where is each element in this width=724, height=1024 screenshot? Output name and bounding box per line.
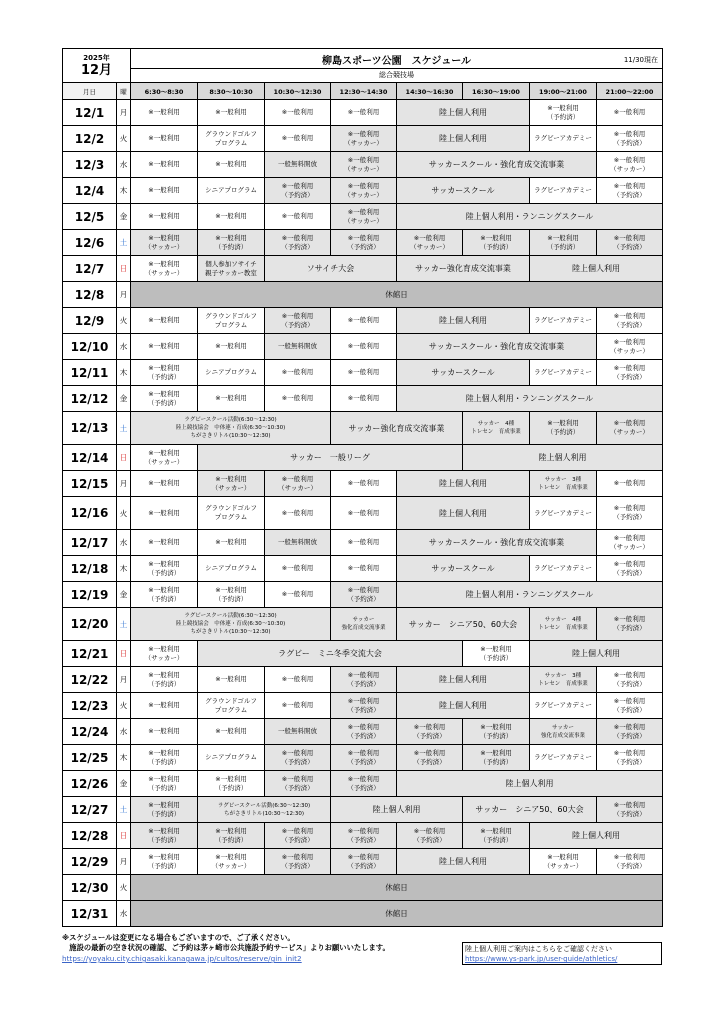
day-of-week-cell: 木	[117, 745, 131, 771]
schedule-entry: ※一般利用	[131, 100, 198, 126]
schedule-entry: ※一般利用	[597, 471, 663, 497]
schedule-entry: サッカースクール	[397, 360, 530, 386]
as-of-date: 11/30現在	[623, 56, 658, 64]
schedule-entry: ※一般利用 （サッカー）	[198, 849, 265, 875]
schedule-entry: ※一般利用 （予約済）	[331, 667, 397, 693]
schedule-row	[63, 745, 663, 771]
schedule-entry: ※一般利用	[265, 204, 331, 230]
schedule-entry: ※一般利用	[131, 152, 198, 178]
schedule-entry: ※一般利用 （予約済）	[265, 308, 331, 334]
schedule-entry: サッカー強化育成交流事業	[397, 256, 530, 282]
schedule-table	[62, 48, 663, 927]
schedule-entry: 陸上個人利用	[397, 771, 663, 797]
schedule-entry: ※一般利用	[265, 582, 331, 608]
dow-column-header: 曜	[117, 83, 131, 100]
schedule-entry: ラグビーアカデミー	[530, 745, 597, 771]
schedule-row	[63, 282, 663, 308]
schedule-entry: ※一般利用 （予約済）	[597, 745, 663, 771]
schedule-entry: 陸上個人利用	[530, 641, 663, 667]
schedule-entry: ※一般利用	[265, 556, 331, 582]
date-cell: 12/23	[63, 693, 117, 719]
time-slot-header: 6:30～8:30	[131, 83, 198, 100]
schedule-row	[63, 556, 663, 582]
schedule-entry: ※一般利用	[198, 719, 265, 745]
schedule-row	[63, 471, 663, 497]
schedule-entry: サッカー 3種 トレセン 育成事業	[530, 667, 597, 693]
athletics-info-text: 陸上個人利用ご案内はこちらをご確認ください	[465, 945, 612, 953]
schedule-row	[63, 126, 663, 152]
date-cell: 12/5	[63, 204, 117, 230]
schedule-entry: ※一般利用 （予約済）	[331, 771, 397, 797]
date-cell: 12/4	[63, 178, 117, 204]
schedule-entry: ※一般利用 （予約済）	[331, 823, 397, 849]
schedule-entry: ※一般利用 （予約済）	[397, 823, 463, 849]
schedule-entry: サッカー 一般リーグ	[198, 445, 463, 471]
schedule-entry: 陸上個人利用	[397, 497, 530, 530]
year-month-cell	[63, 49, 131, 83]
footer	[62, 933, 662, 969]
schedule-row	[63, 693, 663, 719]
schedule-row	[63, 641, 663, 667]
date-cell: 12/21	[63, 641, 117, 667]
date-cell: 12/26	[63, 771, 117, 797]
date-cell: 12/9	[63, 308, 117, 334]
schedule-entry: ※一般利用 （予約済）	[265, 178, 331, 204]
schedule-entry: ※一般利用 （サッカー）	[331, 178, 397, 204]
schedule-entry: サッカー 4種 トレセン 育成事業	[463, 412, 530, 445]
schedule-entry: ※一般利用	[131, 530, 198, 556]
schedule-entry: サッカースクール	[397, 556, 530, 582]
date-cell: 12/1	[63, 100, 117, 126]
schedule-entry: ※一般利用	[265, 667, 331, 693]
schedule-entry: ※一般利用	[131, 126, 198, 152]
schedule-entry: ※一般利用	[198, 530, 265, 556]
schedule-entry: 個人参加ソサイチ 親子サッカー教室	[198, 256, 265, 282]
schedule-entry: ※一般利用 （予約済）	[597, 693, 663, 719]
schedule-entry: ※一般利用 （予約済）	[597, 556, 663, 582]
schedule-entry: ※一般利用 （サッカー）	[198, 471, 265, 497]
schedule-entry: ※一般利用	[265, 126, 331, 152]
schedule-entry: ※一般利用 （予約済）	[530, 230, 597, 256]
time-slot-header: 8:30～10:30	[198, 83, 265, 100]
schedule-entry: シニアプログラム	[198, 556, 265, 582]
schedule-row	[63, 875, 663, 901]
schedule-entry: サッカー強化育成交流事業	[331, 412, 463, 445]
schedule-entry: ※一般利用	[597, 100, 663, 126]
schedule-entry: ※一般利用 （サッカー）	[597, 412, 663, 445]
month-label: 12月	[80, 62, 113, 78]
schedule-entry: ※一般利用 （予約済）	[597, 126, 663, 152]
schedule-entry: ※一般利用 （予約済）	[597, 497, 663, 530]
schedule-entry: ※一般利用 （予約済）	[331, 849, 397, 875]
schedule-entry: 陸上個人利用	[397, 849, 530, 875]
schedule-entry: 陸上個人利用・ランニングスクール	[397, 582, 663, 608]
day-of-week-cell: 土	[117, 608, 131, 641]
schedule-entry: ラグビー ミニ冬季交流大会	[198, 641, 463, 667]
day-of-week-cell: 木	[117, 178, 131, 204]
schedule-entry: ※一般利用 （予約済）	[463, 823, 530, 849]
schedule-row	[63, 308, 663, 334]
day-of-week-cell: 木	[117, 360, 131, 386]
schedule-entry: ラグビースクール活動(6:30～12:30) ちがさきリトル(10:30～12:30)	[198, 797, 331, 823]
schedule-entry: ※一般利用 （予約済）	[597, 797, 663, 823]
date-cell: 12/8	[63, 282, 117, 308]
schedule-entry: ※一般利用 （予約済）	[131, 667, 198, 693]
schedule-entry: ※一般利用 （予約済）	[131, 797, 198, 823]
date-cell: 12/11	[63, 360, 117, 386]
schedule-entry: 一般無料開放	[265, 152, 331, 178]
schedule-entry: サッカースクール・強化育成交流事業	[397, 334, 597, 360]
schedule-row	[63, 204, 663, 230]
schedule-row	[63, 152, 663, 178]
schedule-entry: ※一般利用 （予約済）	[265, 230, 331, 256]
schedule-entry: ※一般利用	[198, 152, 265, 178]
schedule-entry: サッカースクール・強化育成交流事業	[397, 152, 597, 178]
day-of-week-cell: 月	[117, 100, 131, 126]
schedule-entry: ※一般利用 （予約済）	[597, 608, 663, 641]
schedule-entry: ※一般利用 （予約済）	[131, 582, 198, 608]
schedule-entry: ※一般利用 （予約済）	[331, 745, 397, 771]
schedule-entry: ※一般利用	[198, 386, 265, 412]
schedule-entry: ※一般利用 （予約済）	[265, 849, 331, 875]
day-of-week-cell: 水	[117, 334, 131, 360]
schedule-entry: ※一般利用 （予約済）	[597, 308, 663, 334]
date-column-header: 月日	[63, 83, 117, 100]
schedule-entry: ※一般利用	[331, 100, 397, 126]
schedule-entry: サッカー シニア50、60大会	[463, 797, 597, 823]
schedule-entry: ラグビーアカデミー	[530, 308, 597, 334]
date-cell: 12/16	[63, 497, 117, 530]
schedule-entry: サッカースクール・強化育成交流事業	[397, 530, 597, 556]
time-slot-header: 14:30～16:30	[397, 83, 463, 100]
schedule-entry: 一般無料開放	[265, 719, 331, 745]
time-slot-header: 10:30～12:30	[265, 83, 331, 100]
athletics-info-box	[462, 942, 662, 965]
schedule-row	[63, 771, 663, 797]
day-of-week-cell: 火	[117, 693, 131, 719]
day-of-week-cell: 土	[117, 797, 131, 823]
date-cell: 12/17	[63, 530, 117, 556]
schedule-entry: 陸上個人利用	[397, 126, 530, 152]
date-cell: 12/3	[63, 152, 117, 178]
page-title: 柳島スポーツ公園 スケジュール	[322, 56, 471, 67]
schedule-entry: ※一般利用 （サッカー）	[597, 152, 663, 178]
schedule-entry: ※一般利用	[131, 471, 198, 497]
schedule-entry: ラグビーアカデミー	[530, 497, 597, 530]
day-of-week-cell: 土	[117, 412, 131, 445]
schedule-entry: サッカー シニア50、60大会	[397, 608, 530, 641]
athletics-info-link[interactable]: https://www.ys-park.jp/user-guide/athletics/	[465, 955, 618, 963]
schedule-entry: ※一般利用 （予約済）	[331, 582, 397, 608]
time-slot-header: 16:30～19:00	[463, 83, 530, 100]
date-cell: 12/14	[63, 445, 117, 471]
day-of-week-cell: 日	[117, 445, 131, 471]
schedule-entry: ※一般利用	[331, 308, 397, 334]
schedule-entry: ※一般利用 （サッカー）	[530, 849, 597, 875]
date-cell: 12/24	[63, 719, 117, 745]
schedule-entry: ソサイチ大会	[265, 256, 397, 282]
venue-name: 総合競技場	[131, 69, 663, 83]
day-of-week-cell: 金	[117, 771, 131, 797]
schedule-entry: ※一般利用 （予約済）	[597, 178, 663, 204]
day-of-week-cell: 金	[117, 582, 131, 608]
schedule-entry: ※一般利用 （予約済）	[597, 849, 663, 875]
day-of-week-cell: 金	[117, 386, 131, 412]
schedule-entry: ※一般利用 （予約済）	[131, 386, 198, 412]
schedule-entry: ※一般利用 （予約済）	[131, 360, 198, 386]
time-slot-header: 12:30～14:30	[331, 83, 397, 100]
schedule-entry: ※一般利用	[131, 178, 198, 204]
schedule-row	[63, 386, 663, 412]
schedule-entry: ※一般利用	[265, 100, 331, 126]
schedule-entry: 陸上個人利用	[530, 823, 663, 849]
schedule-entry: ※一般利用 （サッカー）	[131, 445, 198, 471]
day-of-week-cell: 火	[117, 308, 131, 334]
schedule-row	[63, 334, 663, 360]
schedule-entry: シニアプログラム	[198, 745, 265, 771]
schedule-entry: ※一般利用	[265, 497, 331, 530]
schedule-entry: ※一般利用	[331, 360, 397, 386]
time-slot-header: 21:00～22:00	[597, 83, 663, 100]
schedule-entry: ※一般利用 （予約済）	[463, 745, 530, 771]
schedule-entry: ※一般利用 （予約済）	[131, 556, 198, 582]
year-label: 2025年	[83, 53, 110, 62]
schedule-entry: 一般無料開放	[265, 334, 331, 360]
schedule-entry: ラグビーアカデミー	[530, 126, 597, 152]
schedule-entry: ※一般利用	[198, 667, 265, 693]
schedule-entry: グラウンドゴルフ プログラム	[198, 497, 265, 530]
day-of-week-cell: 火	[117, 497, 131, 530]
schedule-entry: ※一般利用 （サッカー）	[597, 334, 663, 360]
day-of-week-cell: 月	[117, 282, 131, 308]
schedule-row	[63, 901, 663, 927]
schedule-row	[63, 849, 663, 875]
schedule-change-note: ※スケジュールは変更になる場合もございますので、ご了承ください。	[62, 933, 295, 942]
date-cell: 12/31	[63, 901, 117, 927]
schedule-entry: ※一般利用 （サッカー）	[397, 230, 463, 256]
schedule-entry: ※一般利用 （予約済）	[597, 360, 663, 386]
schedule-entry: ※一般利用	[198, 334, 265, 360]
closed-day-cell: 休館日	[131, 282, 663, 308]
schedule-entry: ラグビーアカデミー	[530, 556, 597, 582]
day-of-week-cell: 水	[117, 719, 131, 745]
schedule-entry: ※一般利用	[131, 204, 198, 230]
schedule-row	[63, 719, 663, 745]
schedule-entry: ※一般利用	[131, 497, 198, 530]
schedule-entry: ※一般利用 （予約済）	[463, 230, 530, 256]
schedule-row	[63, 412, 663, 445]
day-of-week-cell: 日	[117, 823, 131, 849]
date-cell: 12/19	[63, 582, 117, 608]
schedule-entry: ※一般利用 （予約済）	[397, 719, 463, 745]
schedule-entry: ※一般利用 （予約済）	[131, 745, 198, 771]
schedule-entry: ※一般利用	[198, 204, 265, 230]
schedule-entry: サッカー 強化育成交流事業	[331, 608, 397, 641]
schedule-entry: ※一般利用 （サッカー）	[331, 204, 397, 230]
date-cell: 12/22	[63, 667, 117, 693]
schedule-entry: サッカー 3種 トレセン 育成事業	[530, 471, 597, 497]
schedule-entry: ※一般利用 （予約済）	[131, 771, 198, 797]
schedule-row	[63, 230, 663, 256]
schedule-row	[63, 100, 663, 126]
closed-day-cell: 休館日	[131, 901, 663, 927]
schedule-entry: ※一般利用 （予約済）	[331, 230, 397, 256]
schedule-row	[63, 178, 663, 204]
schedule-entry: ※一般利用 （予約済）	[265, 823, 331, 849]
schedule-entry: ※一般利用	[131, 308, 198, 334]
date-cell: 12/12	[63, 386, 117, 412]
schedule-entry: ※一般利用 （予約済）	[597, 719, 663, 745]
schedule-row	[63, 530, 663, 556]
day-of-week-cell: 水	[117, 152, 131, 178]
schedule-entry: ※一般利用	[131, 719, 198, 745]
schedule-entry: ※一般利用	[331, 556, 397, 582]
schedule-entry: ※一般利用	[265, 386, 331, 412]
schedule-entry: ※一般利用 （予約済）	[265, 771, 331, 797]
schedule-entry: ※一般利用 （予約済）	[530, 412, 597, 445]
schedule-entry: ※一般利用	[331, 471, 397, 497]
schedule-entry: グラウンドゴルフ プログラム	[198, 126, 265, 152]
day-of-week-cell: 月	[117, 849, 131, 875]
reservation-link[interactable]: https://yoyaku.city.chigasaki.kanagawa.jp/cultos/reserve/gin_init2	[62, 954, 302, 963]
schedule-entry: ※一般利用	[131, 693, 198, 719]
schedule-entry: ※一般利用 （予約済）	[198, 771, 265, 797]
schedule-entry: ※一般利用	[131, 334, 198, 360]
time-slot-header: 19:00～21:00	[530, 83, 597, 100]
schedule-entry: ※一般利用 （サッカー）	[331, 126, 397, 152]
day-of-week-cell: 日	[117, 256, 131, 282]
schedule-entry: ラグビースクール活動(6:30～12:30) 陸上競技協会 中体連・育成(6:30～10:30) ちがさきリトル(10:30～12:30)	[131, 608, 331, 641]
schedule-entry: ※一般利用	[331, 334, 397, 360]
date-cell: 12/20	[63, 608, 117, 641]
schedule-entry: ラグビーアカデミー	[530, 178, 597, 204]
schedule-entry: サッカースクール	[397, 178, 530, 204]
schedule-entry: シニアプログラム	[198, 360, 265, 386]
schedule-entry: ※一般利用 （予約済）	[463, 719, 530, 745]
date-cell: 12/2	[63, 126, 117, 152]
day-of-week-cell: 火	[117, 126, 131, 152]
schedule-row	[63, 360, 663, 386]
date-cell: 12/10	[63, 334, 117, 360]
schedule-entry: ※一般利用 （予約済）	[463, 641, 530, 667]
schedule-entry: ※一般利用 （予約済）	[131, 823, 198, 849]
schedule-entry: ※一般利用 （予約済）	[198, 582, 265, 608]
day-of-week-cell: 水	[117, 901, 131, 927]
schedule-entry: サッカー 4種 トレセン 育成事業	[530, 608, 597, 641]
schedule-entry: 陸上個人利用	[397, 308, 530, 334]
date-cell: 12/18	[63, 556, 117, 582]
schedule-entry: ラグビーアカデミー	[530, 693, 597, 719]
schedule-entry: 陸上個人利用・ランニングスクール	[397, 204, 663, 230]
schedule-entry: ※一般利用 （予約済）	[331, 693, 397, 719]
reservation-note: 施設の最新の空き状況の確認、ご予約は茅ヶ崎市公共施設予約サービス」よりお願いいたします。	[62, 943, 390, 952]
day-of-week-cell: 土	[117, 230, 131, 256]
date-cell: 12/25	[63, 745, 117, 771]
schedule-entry: ※一般利用 （サッカー）	[131, 641, 198, 667]
date-cell: 12/28	[63, 823, 117, 849]
schedule-entry: 陸上個人利用	[397, 471, 530, 497]
schedule-entry: ラグビースクール活動(6:30～12:30) 陸上競技協会 中体連・育成(6:30～10:30) ちがさきリトル(10:30～12:30)	[131, 412, 331, 445]
schedule-row	[63, 497, 663, 530]
schedule-entry: ※一般利用 （サッカー）	[131, 256, 198, 282]
schedule-entry: ラグビーアカデミー	[530, 360, 597, 386]
day-of-week-cell: 金	[117, 204, 131, 230]
schedule-row	[63, 823, 663, 849]
schedule-entry: 陸上個人利用	[397, 100, 530, 126]
schedule-entry: ※一般利用 （予約済）	[597, 230, 663, 256]
schedule-entry: ※一般利用 （サッカー）	[131, 230, 198, 256]
schedule-entry: ※一般利用 （予約済）	[597, 667, 663, 693]
day-of-week-cell: 木	[117, 556, 131, 582]
day-of-week-cell: 火	[117, 875, 131, 901]
schedule-sheet	[62, 48, 662, 927]
schedule-entry: ※一般利用 （予約済）	[331, 719, 397, 745]
schedule-row	[63, 256, 663, 282]
schedule-entry: ※一般利用	[331, 497, 397, 530]
date-cell: 12/13	[63, 412, 117, 445]
schedule-entry: ※一般利用 （予約済）	[198, 823, 265, 849]
schedule-entry: 一般無料開放	[265, 530, 331, 556]
date-cell: 12/30	[63, 875, 117, 901]
day-of-week-cell: 月	[117, 667, 131, 693]
schedule-entry: ※一般利用	[265, 693, 331, 719]
schedule-row	[63, 797, 663, 823]
schedule-entry: 陸上個人利用	[331, 797, 463, 823]
schedule-entry: 陸上個人利用・ランニングスクール	[397, 386, 663, 412]
schedule-row	[63, 667, 663, 693]
schedule-entry: サッカー 強化育成交流事業	[530, 719, 597, 745]
schedule-entry: ※一般利用	[331, 530, 397, 556]
schedule-entry: グラウンドゴルフ プログラム	[198, 693, 265, 719]
schedule-entry: 陸上個人利用	[397, 667, 530, 693]
schedule-entry: ※一般利用 （サッカー）	[597, 530, 663, 556]
schedule-entry: ※一般利用 （予約済）	[265, 745, 331, 771]
date-cell: 12/15	[63, 471, 117, 497]
schedule-entry: ※一般利用 （予約済）	[397, 745, 463, 771]
date-cell: 12/29	[63, 849, 117, 875]
date-cell: 12/27	[63, 797, 117, 823]
date-cell: 12/6	[63, 230, 117, 256]
schedule-entry: ※一般利用 （予約済）	[530, 100, 597, 126]
schedule-entry: ※一般利用	[198, 100, 265, 126]
schedule-entry: ※一般利用 （サッカー）	[265, 471, 331, 497]
schedule-entry: ※一般利用	[265, 360, 331, 386]
schedule-entry: ※一般利用 （予約済）	[131, 849, 198, 875]
schedule-entry: ※一般利用 （サッカー）	[331, 152, 397, 178]
day-of-week-cell: 月	[117, 471, 131, 497]
date-cell: 12/7	[63, 256, 117, 282]
schedule-entry: ※一般利用	[331, 386, 397, 412]
schedule-row	[63, 445, 663, 471]
schedule-row	[63, 582, 663, 608]
schedule-row	[63, 608, 663, 641]
schedule-entry: 陸上個人利用	[397, 693, 530, 719]
closed-day-cell: 休館日	[131, 875, 663, 901]
schedule-entry: グラウンドゴルフ プログラム	[198, 308, 265, 334]
schedule-entry: シニアプログラム	[198, 178, 265, 204]
schedule-entry: 陸上個人利用	[463, 445, 663, 471]
day-of-week-cell: 水	[117, 530, 131, 556]
title-cell	[131, 49, 663, 69]
schedule-entry: ※一般利用 （予約済）	[198, 230, 265, 256]
day-of-week-cell: 日	[117, 641, 131, 667]
schedule-entry: 陸上個人利用	[530, 256, 663, 282]
